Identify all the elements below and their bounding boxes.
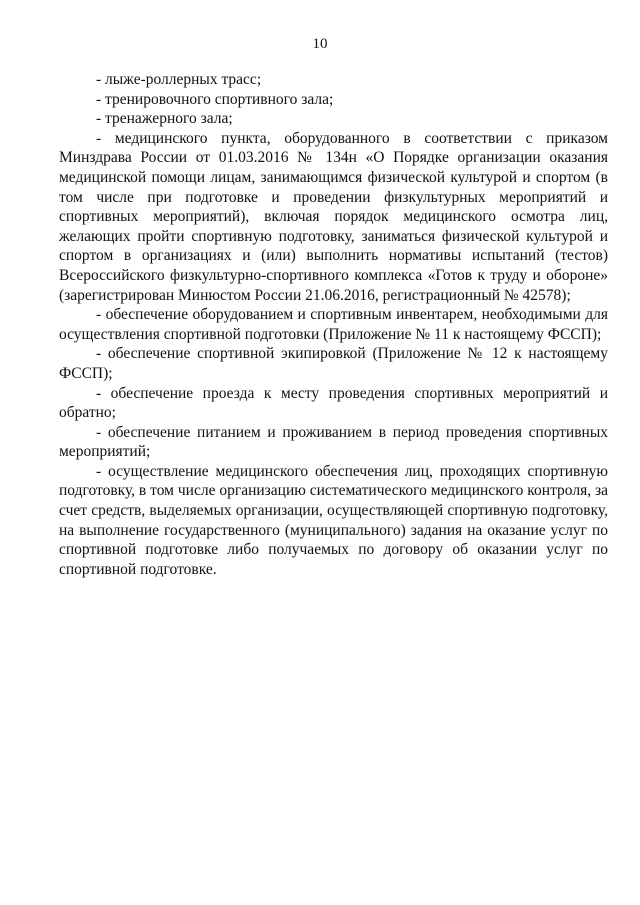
paragraph-item-sports-gear: - обеспечение спортивной экипировкой (Приложение № 12 к настоящему ФССП);: [59, 345, 608, 382]
paragraph-item-medical-support: - осуществление медицинского обеспечения лиц, проходящих спортивную подготовку, в том числе организацию систематического медицинского контроля, за счет средств, выделяемых организации, осуществляющей спортивную подготовку, на выполнение государственного (муниципального) задания на оказание услуг по спортивной подготовке либо получаемых по договору об оказании услуг по спортивной подготовке.: [59, 462, 608, 578]
paragraph-item-food-lodging: - обеспечение питанием и проживанием в период проведения спортивных мероприятий;: [59, 423, 608, 461]
paragraph-item-medical-point: - медицинского пункта, оборудованного в соответствии с приказом Минздрава России от 01.03.2016 № 134н «О Порядке организации оказания медицинской помощи лицам, занимающимся физической культурой и спортом (в том числе при подготовке и проведении физкультурных мероприятий и спортивных мероприятий), включая порядок медицинского осмотра лиц, желающих пройти спортивную подготовку, заниматься физической культурой и спортом в организациях и (или) выполнить нормативы испытаний (тестов) Всероссийского физкультурно-спортивного комплекса «Готов к труду и обороне» (зарегистрирован Минюстом России 21.06.2016, регистрационный № 42578);: [59, 129, 608, 304]
paragraph-item-ski-roller-tracks: - лыже-роллерных трасс;: [96, 71, 262, 88]
document-body: [59, 70, 608, 579]
paragraph-item-gym: - тренажерного зала;: [96, 110, 233, 128]
paragraph-item-equipment: - обеспечение оборудованием и спортивным инвентарем, необходимыми для осуществления спортивной подготовки (Приложение № 11 к настоящему ФССП);: [59, 306, 608, 343]
paragraph-item-travel: - обеспечение проезда к месту проведения спортивных мероприятий и обратно;: [59, 384, 608, 422]
paragraph-item-training-hall: - тренировочного спортивного зала;: [96, 90, 334, 108]
page-number: 10: [312, 36, 328, 52]
